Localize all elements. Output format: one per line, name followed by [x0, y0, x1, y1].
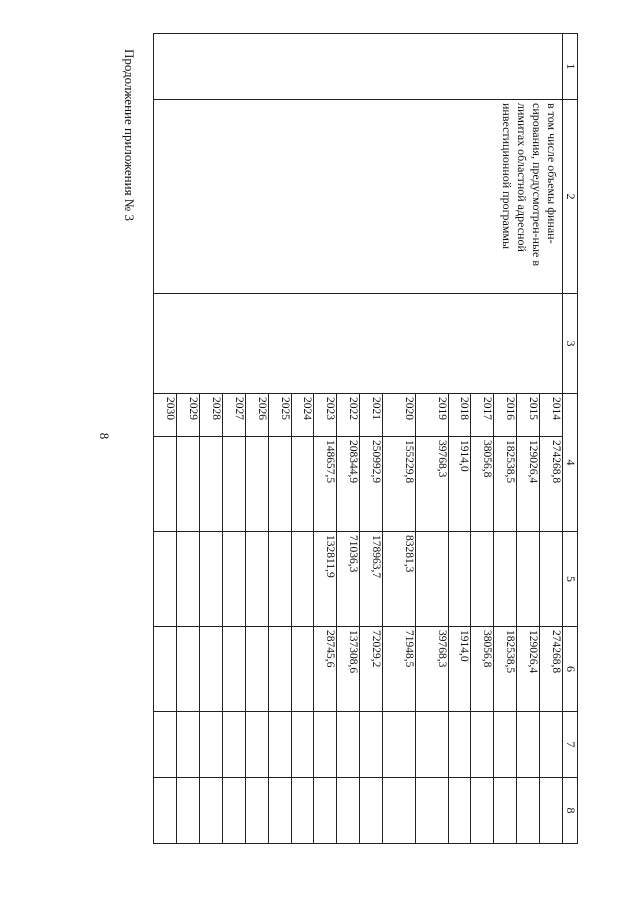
col8-value: [177, 778, 200, 844]
col7-value: [383, 712, 416, 778]
col7-value: [154, 712, 177, 778]
col5-value: 132811,9: [314, 532, 337, 627]
col8-value: [383, 778, 416, 844]
col4-value: 39768,3: [415, 437, 448, 532]
col5-value: [268, 532, 291, 627]
col6-value: [291, 627, 314, 712]
year-cell: 2014: [540, 394, 563, 437]
col1-cell: [154, 34, 563, 100]
col8-value: [494, 778, 517, 844]
col8-value: [291, 778, 314, 844]
col4-value: [177, 437, 200, 532]
col6-value: 39768,3: [415, 627, 448, 712]
col5-value: [415, 532, 448, 627]
col4-value: 38056,8: [471, 437, 494, 532]
col5-value: [199, 532, 222, 627]
col8-value: [540, 778, 563, 844]
col3-cell: [154, 294, 563, 394]
col5-value: [540, 532, 563, 627]
col8-value: [337, 778, 360, 844]
col8-value: [517, 778, 540, 844]
table-row: [540, 34, 563, 844]
col6-value: [245, 627, 268, 712]
year-cell: 2025: [268, 394, 291, 437]
year-cell: 2015: [517, 394, 540, 437]
col5-value: [494, 532, 517, 627]
col5-value: [291, 532, 314, 627]
col7-value: [314, 712, 337, 778]
col4-value: [245, 437, 268, 532]
col5-value: 83281,3: [383, 532, 416, 627]
col4-value: 274268,8: [540, 437, 563, 532]
col8-value: [415, 778, 448, 844]
year-cell: 2020: [383, 394, 416, 437]
col4-value: [154, 437, 177, 532]
col8-value: [199, 778, 222, 844]
col8-value: [314, 778, 337, 844]
col8-value: [268, 778, 291, 844]
header-col-8: 8: [563, 778, 578, 844]
col6-value: [154, 627, 177, 712]
col4-value: 208344,9: [337, 437, 360, 532]
year-cell: 2019: [415, 394, 448, 437]
col7-value: [291, 712, 314, 778]
year-cell: 2028: [199, 394, 222, 437]
col4-value: [222, 437, 245, 532]
col7-value: [471, 712, 494, 778]
col8-value: [222, 778, 245, 844]
col8-value: [245, 778, 268, 844]
col5-value: [448, 532, 471, 627]
col6-value: 274268,8: [540, 627, 563, 712]
col7-value: [222, 712, 245, 778]
col4-value: [199, 437, 222, 532]
col4-value: 148657,5: [314, 437, 337, 532]
col7-value: [540, 712, 563, 778]
col7-value: [337, 712, 360, 778]
year-cell: 2022: [337, 394, 360, 437]
col7-value: [415, 712, 448, 778]
year-cell: 2023: [314, 394, 337, 437]
col7-value: [177, 712, 200, 778]
description-cell: в том числе объемы финан-сирования, предусмотрен-ные в лимитах областной адресной инвестиционной программы: [154, 100, 563, 294]
header-col-1: 1: [563, 34, 578, 100]
col7-value: [517, 712, 540, 778]
col4-value: 155229,8: [383, 437, 416, 532]
col7-value: [494, 712, 517, 778]
year-cell: 2027: [222, 394, 245, 437]
header-col-4: 4: [563, 394, 578, 532]
col5-value: [245, 532, 268, 627]
col7-value: [360, 712, 383, 778]
col5-value: 71036,3: [337, 532, 360, 627]
header-row: [563, 34, 578, 844]
col5-value: [517, 532, 540, 627]
col5-value: [177, 532, 200, 627]
col4-value: 129026,4: [517, 437, 540, 532]
col5-value: 178963,7: [360, 532, 383, 627]
header-col-2: 2: [563, 100, 578, 294]
page-number: 8: [97, 432, 112, 440]
col6-value: [222, 627, 245, 712]
col6-value: 72029,2: [360, 627, 383, 712]
col7-value: [268, 712, 291, 778]
header-col-6: 6: [563, 627, 578, 712]
col4-value: 1914,0: [448, 437, 471, 532]
col6-value: 71948,5: [383, 627, 416, 712]
col4-value: 182538,5: [494, 437, 517, 532]
continuation-label-wrap: [118, 30, 140, 240]
col6-value: [199, 627, 222, 712]
col8-value: [154, 778, 177, 844]
col6-value: [268, 627, 291, 712]
col6-value: 182538,5: [494, 627, 517, 712]
col5-value: [222, 532, 245, 627]
col5-value: [154, 532, 177, 627]
col6-value: 1914,0: [448, 627, 471, 712]
year-cell: 2029: [177, 394, 200, 437]
year-cell: 2024: [291, 394, 314, 437]
rotated-table: [153, 33, 578, 823]
col4-value: [291, 437, 314, 532]
table-container: [153, 33, 578, 823]
col4-value: [268, 437, 291, 532]
financing-table: [153, 33, 578, 844]
col6-value: [177, 627, 200, 712]
col6-value: 129026,4: [517, 627, 540, 712]
col8-value: [471, 778, 494, 844]
col4-value: 250992,9: [360, 437, 383, 532]
year-cell: 2026: [245, 394, 268, 437]
col6-value: 28745,6: [314, 627, 337, 712]
header-col-7: 7: [563, 712, 578, 778]
col6-value: 137308,6: [337, 627, 360, 712]
col6-value: 38056,8: [471, 627, 494, 712]
col7-value: [245, 712, 268, 778]
col8-value: [448, 778, 471, 844]
continuation-label: Продолжение приложения № 3: [122, 49, 137, 221]
col5-value: [471, 532, 494, 627]
col8-value: [360, 778, 383, 844]
header-col-3: 3: [563, 294, 578, 394]
col7-value: [448, 712, 471, 778]
year-cell: 2021: [360, 394, 383, 437]
year-cell: 2016: [494, 394, 517, 437]
year-cell: 2017: [471, 394, 494, 437]
header-col-5: 5: [563, 532, 578, 627]
col7-value: [199, 712, 222, 778]
year-cell: 2018: [448, 394, 471, 437]
year-cell: 2030: [154, 394, 177, 437]
